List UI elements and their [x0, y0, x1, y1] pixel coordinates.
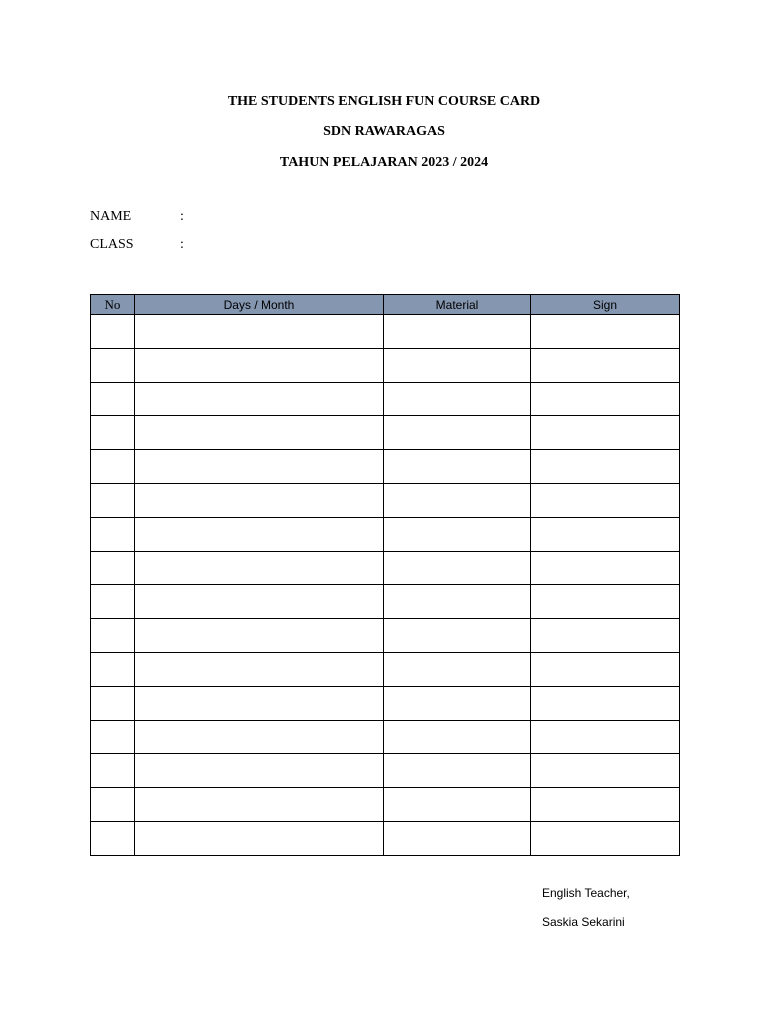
cell-no — [91, 652, 135, 686]
card-title: THE STUDENTS ENGLISH FUN COURSE CARD — [227, 94, 541, 109]
cell-no — [91, 821, 135, 855]
academic-year: TAHUN PELAJARAN 2023 / 2024 — [279, 155, 489, 170]
table-header-row — [91, 295, 680, 315]
cell-no — [91, 686, 135, 720]
header-sign: Sign — [531, 295, 680, 315]
cell-sign — [531, 382, 680, 416]
table-row — [91, 720, 680, 754]
cell-sign — [531, 450, 680, 484]
cell-sign — [531, 315, 680, 349]
table-row — [91, 652, 680, 686]
cell-days-month — [135, 652, 384, 686]
class-colon: : — [180, 237, 184, 252]
cell-no — [91, 788, 135, 822]
table-body — [91, 315, 680, 856]
table-row — [91, 416, 680, 450]
cell-days-month — [135, 517, 384, 551]
cell-days-month — [135, 686, 384, 720]
cell-no — [91, 483, 135, 517]
table-row — [91, 821, 680, 855]
table-row — [91, 551, 680, 585]
table-row — [91, 382, 680, 416]
cell-material — [384, 619, 531, 653]
cell-material — [384, 315, 531, 349]
signature-role: English Teacher, — [542, 886, 630, 900]
cell-no — [91, 382, 135, 416]
cell-material — [384, 551, 531, 585]
class-label: CLASS — [90, 237, 134, 252]
header-material: Material — [384, 295, 531, 315]
cell-material — [384, 686, 531, 720]
cell-material — [384, 821, 531, 855]
table-row — [91, 483, 680, 517]
table-row — [91, 788, 680, 822]
cell-material — [384, 416, 531, 450]
table-row — [91, 517, 680, 551]
cell-days-month — [135, 382, 384, 416]
cell-material — [384, 450, 531, 484]
cell-days-month — [135, 821, 384, 855]
cell-days-month — [135, 315, 384, 349]
cell-no — [91, 619, 135, 653]
cell-days-month — [135, 348, 384, 382]
cell-material — [384, 517, 531, 551]
cell-sign — [531, 551, 680, 585]
cell-material — [384, 788, 531, 822]
cell-days-month — [135, 619, 384, 653]
cell-material — [384, 720, 531, 754]
cell-material — [384, 652, 531, 686]
cell-material — [384, 585, 531, 619]
cell-days-month — [135, 754, 384, 788]
table-row — [91, 348, 680, 382]
cell-sign — [531, 619, 680, 653]
cell-no — [91, 585, 135, 619]
cell-no — [91, 720, 135, 754]
course-table — [90, 294, 680, 856]
cell-sign — [531, 720, 680, 754]
table-row — [91, 619, 680, 653]
signature-name: Saskia Sekarini — [542, 915, 625, 929]
cell-material — [384, 483, 531, 517]
name-colon: : — [180, 209, 184, 224]
table-row — [91, 686, 680, 720]
table-row — [91, 315, 680, 349]
cell-sign — [531, 686, 680, 720]
cell-days-month — [135, 720, 384, 754]
cell-no — [91, 517, 135, 551]
header-no: No — [91, 295, 135, 315]
cell-days-month — [135, 788, 384, 822]
cell-no — [91, 348, 135, 382]
cell-sign — [531, 788, 680, 822]
table-row — [91, 585, 680, 619]
cell-no — [91, 416, 135, 450]
cell-no — [91, 754, 135, 788]
cell-sign — [531, 416, 680, 450]
cell-days-month — [135, 585, 384, 619]
cell-days-month — [135, 416, 384, 450]
cell-sign — [531, 821, 680, 855]
cell-sign — [531, 483, 680, 517]
cell-sign — [531, 517, 680, 551]
cell-material — [384, 382, 531, 416]
cell-sign — [531, 585, 680, 619]
cell-days-month — [135, 551, 384, 585]
header-days-month: Days / Month — [135, 295, 384, 315]
table-row — [91, 754, 680, 788]
name-label: NAME — [90, 209, 132, 224]
cell-no — [91, 315, 135, 349]
cell-sign — [531, 754, 680, 788]
cell-no — [91, 551, 135, 585]
cell-days-month — [135, 483, 384, 517]
table-row — [91, 450, 680, 484]
cell-sign — [531, 348, 680, 382]
cell-days-month — [135, 450, 384, 484]
cell-material — [384, 754, 531, 788]
cell-no — [91, 450, 135, 484]
school-name: SDN RAWARAGAS — [323, 124, 445, 139]
cell-sign — [531, 652, 680, 686]
cell-material — [384, 348, 531, 382]
